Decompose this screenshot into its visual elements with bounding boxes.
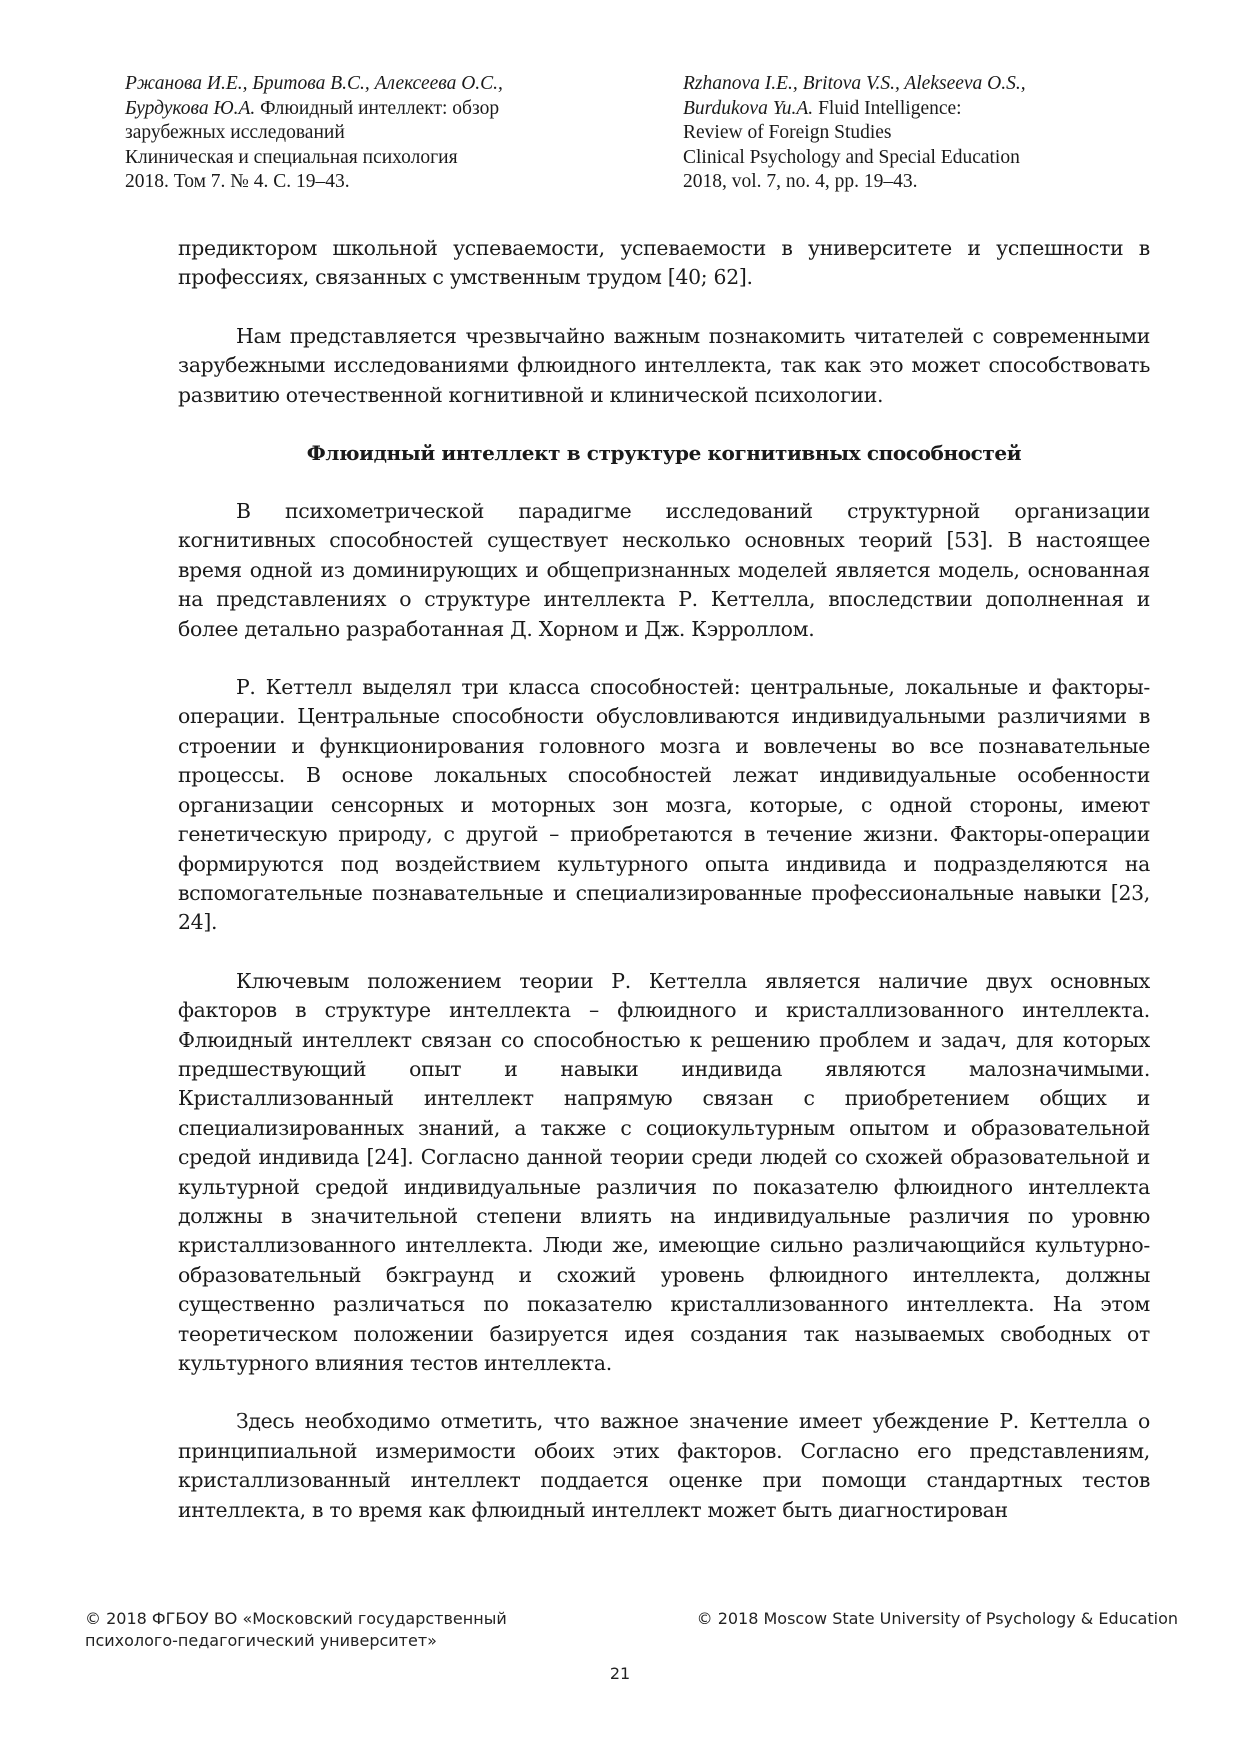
header-authors-en: Rzhanova I.E., Britova V.S., Alekseeva O.S., — [683, 73, 1026, 94]
running-header-en — [683, 72, 1143, 195]
header-citation-en: 2018, vol. 7, no. 4, pp. 19–43. — [683, 171, 918, 192]
article-body — [178, 234, 1150, 1554]
running-header-ru — [125, 72, 565, 195]
header-title-ru-cont: зарубежных исследований — [125, 122, 345, 143]
header-title-ru: Бурдукова Ю.А. Флюидный интеллект: обзор — [125, 97, 500, 119]
header-journal-ru: Клиническая и специальная психология — [125, 146, 458, 168]
header-authors-ru: Ржанова И.Е., Бритова В.С., Алексеева О.С., — [125, 73, 503, 94]
paragraph-measurability: Здесь необходимо отметить, что важное значение имеет убеждение Р. Кеттелла о принципиальной измеримости обоих этих факторов. Согласно его представлениям, кристаллизованный интеллект поддается оценке при помощи стандартных тестов интеллекта, в то время как флюидный интеллект может быть диагностирован — [178, 1409, 1150, 1522]
paragraph-psychometric-paradigm: В психометрической парадигме исследований структурной организации когнитивных способностей существует несколько основных теорий [53]. В настоящее время одной из доминирующих и общепризнанных моделей является модель, основанная на представлениях о структуре интеллекта Р. Кеттелла, впоследствии дополненная и более детально разработанная Д. Хорном и Дж. Кэрроллом. — [178, 499, 1150, 641]
paragraph-cattell-classes: Р. Кеттелл выделял три класса способностей: центральные, локальные и факторы-операции. Центральные способности обусловливаются индивидуальными различиями в строении и функционирования головного мозга и вовлечены во все познавательные процессы. В основе локальных способностей лежат индивидуальные особенности организации сенсорных и моторных зон мозга, которые, с одной стороны, имеют генетическую природу, с другой – приобретаются в течение жизни. Факторы-операции формируются под воздействием культурного опыта индивида и подразделяются на вспомогательные познавательные и специализированные профессиональные навыки [23, 24]. — [178, 675, 1150, 935]
header-citation-ru: 2018. Том 7. № 4. С. 19–43. — [125, 171, 350, 192]
paragraph-key-factors: Ключевым положением теории Р. Кеттелла является наличие двух основных факторов в структуре интеллекта – флюидного и кристаллизованного интеллекта. Флюидный интеллект связан со способностью к решению проблем и задач, для которых предшествующий опыт и навыки индивида являются малозначимыми. Кристаллизованный интеллект напрямую связан с приобретением общих и специализированных знаний, а также с социокультурным опытом и образовательной средой индивида [24]. Согласно данной теории среди людей со схожей образовательной и культурной средой индивидуальные различия по показателю флюидного интеллекта должны в значительной степени влиять на индивидуальные различия по уровню кристаллизованного интеллекта. Люди же, имеющие сильно различающийся культурно-образовательный бэкграунд и схожий уровень флюидного интеллекта, должны существенно различаться по показателю кристаллизованного интеллекта. На этом теоретическом положении базируется идея создания так называемых свободных от культурного влияния тестов интеллекта. — [178, 968, 1150, 1375]
paragraph-intro-purpose: Нам представляется чрезвычайно важным познакомить читателей с современными зарубежными исследованиями флюидного интеллекта, так как это может способствовать развитию отечественной когнитивной и клинической психологии. — [178, 323, 1150, 407]
header-title-en: Burdukova Yu.A. Fluid Intelligence: — [683, 97, 962, 119]
header-journal-en: Clinical Psychology and Special Education — [683, 146, 1020, 168]
page-number: 21 — [609, 1664, 631, 1683]
footer-copyright-en: © 2018 Moscow State University of Psychology & Education — [696, 1609, 1178, 1628]
footer-copyright-ru: © 2018 ФГБОУ ВО «Московский государственный психолого-педагогический университет» — [85, 1609, 507, 1650]
paragraph-continuation: предиктором школьной успеваемости, успеваемости в университете и успешности в профессиях, связанных с умственным трудом [40; 62]. — [178, 236, 1150, 290]
header-title-en-cont: Review of Foreign Studies — [683, 122, 892, 143]
section-heading: Флюидный интеллект в структуре когнитивных способностей — [306, 441, 1022, 466]
